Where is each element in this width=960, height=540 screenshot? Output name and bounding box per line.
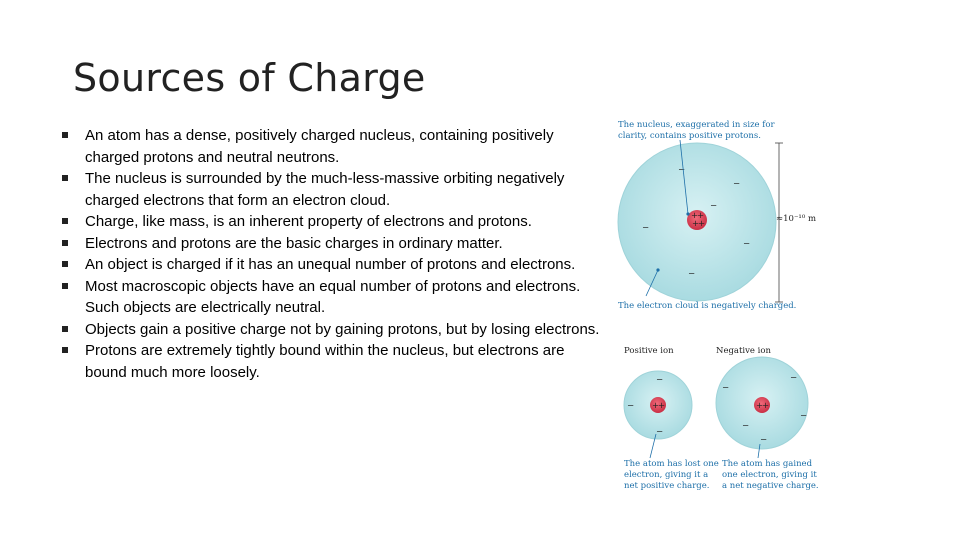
electron-mark: − xyxy=(800,411,808,421)
electron-mark: − xyxy=(743,239,751,249)
electron-mark: − xyxy=(688,269,696,279)
bullet-item xyxy=(62,125,602,168)
square-bullet-icon xyxy=(62,261,68,267)
bullet-item xyxy=(62,254,602,276)
square-bullet-icon xyxy=(62,326,68,332)
electron-mark: − xyxy=(710,201,718,211)
bullet-text: Most macroscopic objects have an equal number of protons and electrons. Such objects are electrically neutral. xyxy=(85,277,581,316)
proton-mark: + xyxy=(697,211,705,221)
bullet-item xyxy=(62,233,602,255)
proton-mark: + xyxy=(698,219,706,229)
square-bullet-icon xyxy=(62,283,68,289)
proton-mark: + xyxy=(691,211,699,221)
bullet-list xyxy=(62,125,602,383)
electron-mark: − xyxy=(642,223,650,233)
electron-mark: − xyxy=(742,421,750,431)
bullet-text: The nucleus is surrounded by the much-less-massive orbiting negatively charged electrons that form an electron cloud. xyxy=(85,170,565,209)
bullet-text: Charge, like mass, is an inherent property of electrons and protons. xyxy=(85,213,532,230)
electron-mark: − xyxy=(678,165,686,175)
slide-title: Sources of Charge xyxy=(73,56,426,100)
proton-mark: + xyxy=(692,219,700,229)
bullet-item xyxy=(62,319,602,341)
bullet-text: Protons are extremely tightly bound within the nucleus, but electrons are bound much more loosely. xyxy=(85,342,565,381)
square-bullet-icon xyxy=(62,347,68,353)
negative-ion-caption-line3: a net negative charge. xyxy=(722,481,819,491)
positive-ion-caption-line1: The atom has lost one xyxy=(624,459,719,469)
cloud-pointer-dot xyxy=(656,268,659,271)
square-bullet-icon xyxy=(62,240,68,246)
bullet-item xyxy=(62,276,602,319)
bullet-text: An atom has a dense, positively charged nucleus, containing positively charged protons and neutral neutrons. xyxy=(85,127,554,166)
bullet-item xyxy=(62,340,602,383)
positive-ion-caption-line2: electron, giving it a xyxy=(624,470,709,480)
electron-mark: − xyxy=(722,383,730,393)
electron-mark: − xyxy=(627,401,635,411)
negative-ion-caption-line2: one electron, giving it xyxy=(722,470,817,480)
proton-mark: + xyxy=(762,401,770,411)
bullet-item xyxy=(62,168,602,211)
bullet-text: Objects gain a positive charge not by gaining protons, but by losing electrons. xyxy=(85,320,600,338)
atom-figure xyxy=(600,110,840,500)
electron-mark: − xyxy=(760,435,768,445)
scale-label: ≈10⁻¹⁰ m xyxy=(776,214,817,224)
atom-diagram xyxy=(600,110,840,500)
electron-mark: − xyxy=(656,375,664,385)
bullet-text: An object is charged if it has an unequal number of protons and electrons. xyxy=(85,256,576,273)
bullet-item xyxy=(62,211,602,233)
nucleus-caption-line2: clarity, contains positive protons. xyxy=(618,131,761,141)
proton-mark: + xyxy=(652,401,660,411)
nucleus-caption-line1: The nucleus, exaggerated in size for xyxy=(618,120,775,130)
negative-ion-caption-line1: The atom has gained xyxy=(722,459,813,469)
electron-mark: − xyxy=(790,373,798,383)
nucleus-pointer-dot xyxy=(686,212,689,215)
square-bullet-icon xyxy=(62,218,68,224)
bullet-text: Electrons and protons are the basic charges in ordinary matter. xyxy=(85,234,503,252)
positive-ion-caption-line3: net positive charge. xyxy=(624,481,710,491)
cloud-caption: The electron cloud is negatively charged. xyxy=(618,301,797,311)
square-bullet-icon xyxy=(62,175,68,181)
square-bullet-icon xyxy=(62,132,68,138)
negative-ion-label: Negative ion xyxy=(716,346,771,356)
electron-mark: − xyxy=(656,427,664,437)
proton-mark: + xyxy=(658,401,666,411)
positive-ion-label: Positive ion xyxy=(624,346,674,356)
electron-mark: − xyxy=(733,179,741,189)
proton-mark: + xyxy=(756,401,764,411)
